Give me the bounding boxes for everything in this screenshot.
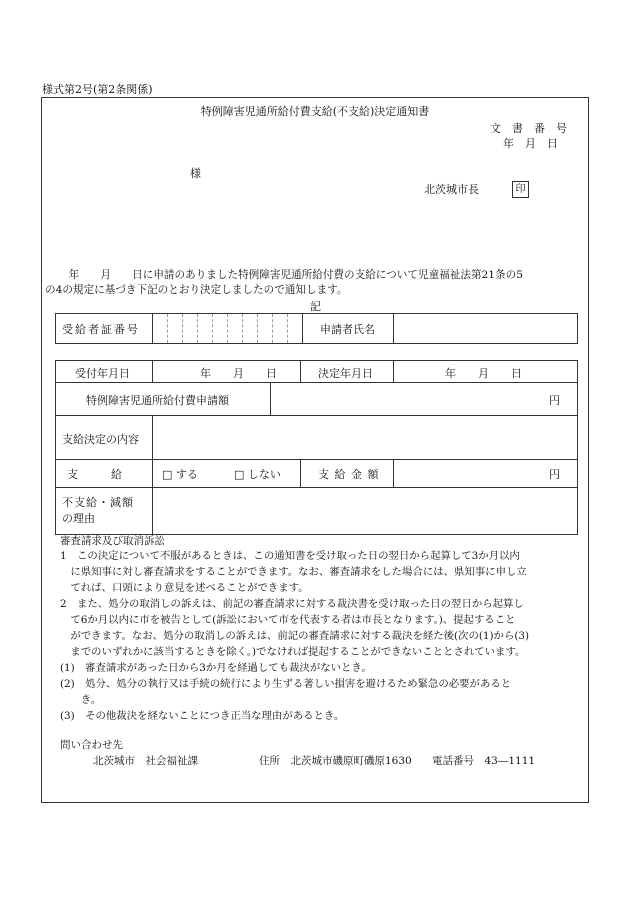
received-date-value: 年 月 日 [200,367,277,380]
received-date-label: 受付年月日 [75,367,130,380]
payment-option-no[interactable]: □ しない [234,468,281,481]
contact-heading: 問い合わせ先 [60,739,123,751]
appeal-heading: 審査請求及び取消訴訟 [60,535,165,547]
payment-amount-yen: 円 [549,468,560,481]
decision-content-label: 支給決定の内容 [62,433,139,446]
contact-address: 住所 北茨城市磯原町磯原1630 [259,755,412,767]
appeal-line-10: き。 [60,694,102,706]
decision-date-value: 年 月 日 [445,367,522,380]
appeal-line-9: (2) 処分、処分の執行又は手続の続行により生ずる著しい損害を避けるため緊急の必要があると [60,678,512,690]
appeal-line-7: までのいずれかに該当するときを除く。)でなければ提起することができないこととされています。 [60,646,526,658]
intro-line-1: 年 月 日に申請のありました特例障害児通所給付費の支給について児童福祉法第21条の5 [58,269,523,281]
document-title: 特例障害児通所給付費支給(不支給)決定通知書 [200,105,430,118]
ki-label: 記 [310,300,321,313]
issuer-name: 北茨城市長 [424,183,479,196]
contact-phone: 電話番号 43―1111 [432,755,536,767]
document-number-label: 文 書 番 号 [490,122,567,135]
payment-option-yes[interactable]: □ する [162,468,198,481]
reason-label-line-1: 不支給・減額 [62,496,134,509]
applied-amount-label: 特例障害児通所給付費申請額 [86,394,229,407]
appeal-line-11: (3) その他裁決を経ないことにつき正当な理由があるとき。 [60,710,345,722]
form-number-label: 様式第2号(第2条関係) [42,83,153,96]
appeal-line-6: ができます。なお、処分の取消しの訴えは、前記の審査請求に対する裁決を経た後(次の(1)から(3) [60,630,530,642]
contact-department: 北茨城市 社会福祉課 [93,755,198,767]
addressee-suffix: 様 [190,167,201,180]
reason-label-line-2: の理由 [62,512,95,525]
applied-amount-yen: 円 [549,394,560,407]
appeal-line-1: 1 この決定について不服があるときは、この通知書を受け取った日の翌日から起算して3か月以内 [60,550,520,562]
payment-label: 支 給 [67,468,122,481]
applicant-name-label: 申請者氏名 [320,323,375,336]
appeal-line-3: てれば、口頭により意見を述べることができます。 [60,582,309,594]
appeal-line-4: 2 また、処分の取消しの訴えは、前記の審査請求に対する裁決書を受け取った日の翌日から起算し [60,598,524,610]
appeal-line-5: て6か月以内に市を被告として(訴訟において市を代表する者は市長となります。)、提起すること [60,614,516,626]
payment-amount-label: 支 給 金 額 [318,468,380,481]
intro-line-2: の4の規定に基づき下記のとおり決定しましたので通知します。 [45,284,348,296]
document-date-label: 年 月 日 [503,137,558,150]
appeal-line-2: に県知事に対し審査請求をすることができます。なお、審査請求をした場合には、県知事に申し立 [60,566,527,578]
certificate-number-label: 受給者証番号 [62,323,140,336]
appeal-line-8: (1) 審査請求があった日から3か月を経過しても裁決がないとき。 [60,662,372,674]
decision-date-label: 決定年月日 [318,367,373,380]
seal-mark: 印 [512,181,529,198]
